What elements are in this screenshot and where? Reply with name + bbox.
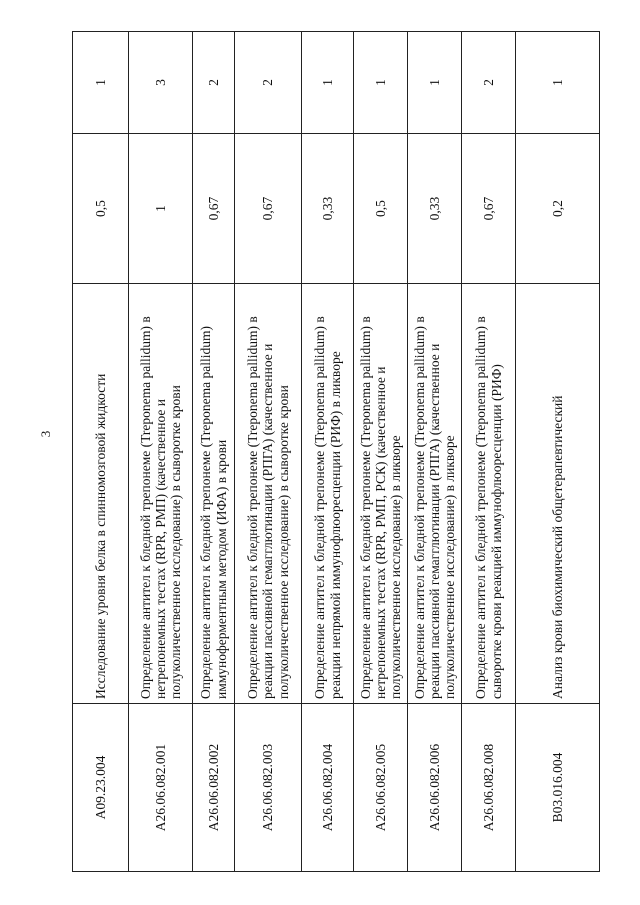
coefficient: 0,33 [302,134,354,284]
table-row [235,32,302,872]
coefficient: 0,67 [193,134,235,284]
service-name: Исследование уровня белка в спинномозговой жидкости [73,284,129,704]
service-code: A26.06.082.001 [129,704,193,872]
service-code: A26.06.082.005 [354,704,408,872]
multiplicity: 1 [354,32,408,134]
multiplicity: 1 [408,32,462,134]
service-code: B03.016.004 [516,704,600,872]
service-code: A26.06.082.004 [302,704,354,872]
service-name: Определение антител к бледной трепонеме (Treponema pallidum) иммуноферментным методом (ИФА) в крови [193,284,235,704]
table-row [408,32,462,872]
table-row [354,32,408,872]
service-name: Определение антител к бледной трепонеме (Treponema pallidum) в реакции пассивной гемагглютинации (РПГА) (качественное и полуколичественное исследование) в ликворе [408,284,462,704]
multiplicity: 1 [73,32,129,134]
table-container [72,32,599,872]
multiplicity: 1 [516,32,600,134]
multiplicity: 2 [193,32,235,134]
service-name: Анализ крови биохимический общетерапевтический [516,284,600,704]
coefficient: 0,33 [408,134,462,284]
service-name: Определение антител к бледной трепонеме (Treponema pallidum) в реакции пассивной гемагглютинации (РПГА) (качественное и полуколичественное исследование) в сыворотке крови [235,284,302,704]
coefficient: 0,5 [354,134,408,284]
multiplicity: 2 [235,32,302,134]
coefficient: 0,67 [462,134,516,284]
service-name: Определение антител к бледной трепонеме (Treponema pallidum) в нетрепонемных тестах (RPR, РМП, РСК) (качественное и полуколичественное исследование) в ликворе [354,284,408,704]
table-row [73,32,129,872]
multiplicity: 3 [129,32,193,134]
page-number: 3 [38,430,53,438]
multiplicity: 2 [462,32,516,134]
multiplicity: 1 [302,32,354,134]
service-code: A26.06.082.003 [235,704,302,872]
services-table [72,31,600,872]
service-name: Определение антител к бледной трепонеме (Treponema pallidum) в реакции непрямой иммунофлюоресценции (РИФ) в ликворе [302,284,354,704]
service-code: A09.23.004 [73,704,129,872]
coefficient: 1 [129,134,193,284]
table-row [516,32,600,872]
coefficient: 0,67 [235,134,302,284]
table-row [193,32,235,872]
table-row [462,32,516,872]
service-name: Определение антител к бледной трепонеме (Treponema pallidum) в нетрепонемных тестах (RPR, РМП) (качественное и полуколичественное исследование) в сыворотке крови [129,284,193,704]
table-row [129,32,193,872]
service-code: A26.06.082.006 [408,704,462,872]
service-code: A26.06.082.008 [462,704,516,872]
service-code: A26.06.082.002 [193,704,235,872]
table-row [302,32,354,872]
service-name: Определение антител к бледной трепонеме (Treponema pallidum) в сыворотке крови реакцией иммунофлюоресценции (РИФ) [462,284,516,704]
coefficient: 0,2 [516,134,600,284]
coefficient: 0,5 [73,134,129,284]
